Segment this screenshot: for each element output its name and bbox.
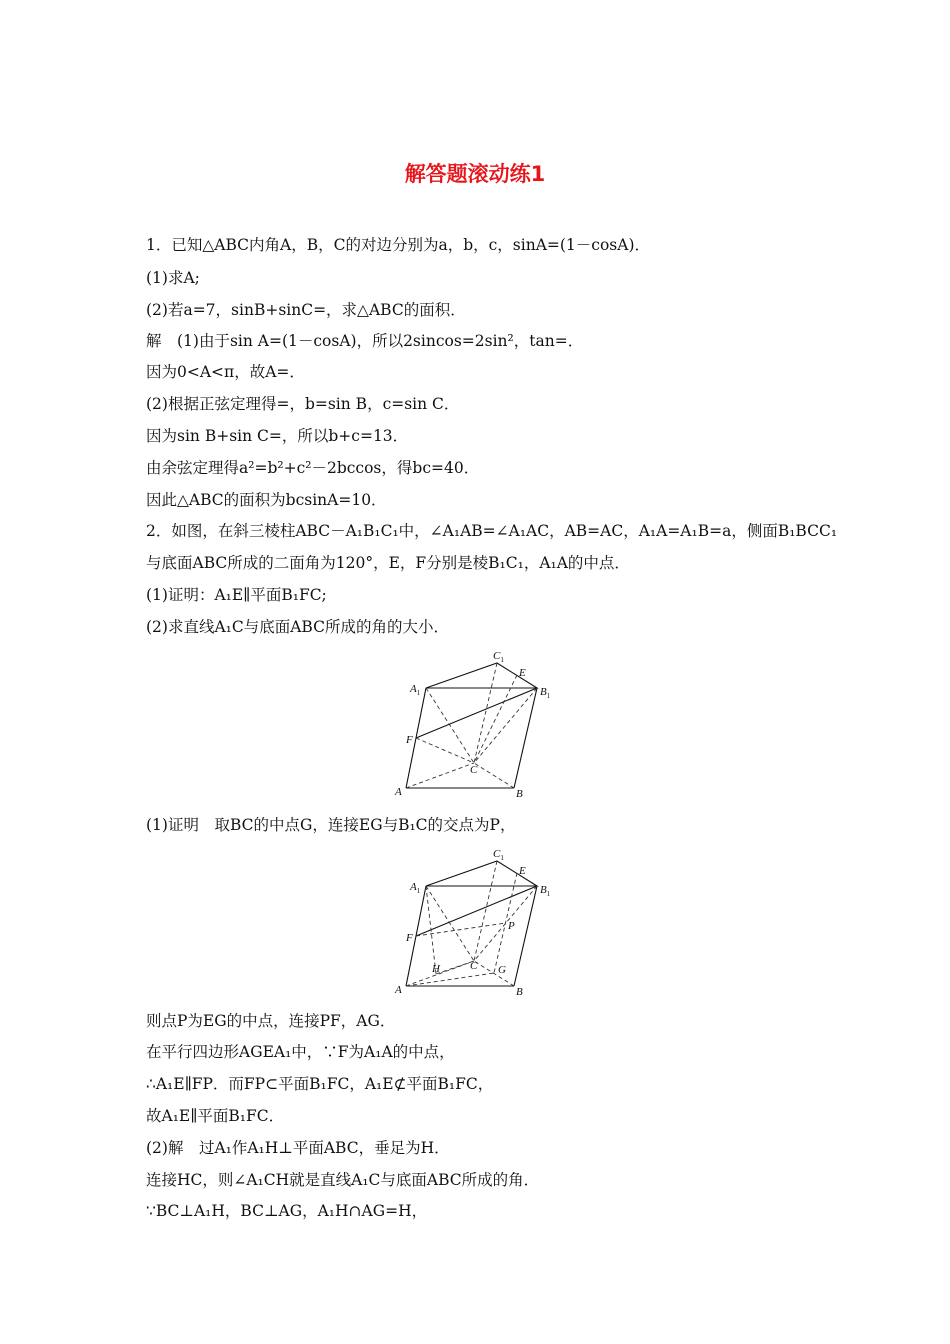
problem2-statement-line1: 2．如图，在斜三棱柱ABC－A₁B₁C₁中，∠A₁AB=∠A₁AC，AB=AC，A₁A=A₁B=a，侧面B₁BCC₁ [146,522,838,540]
solution2-line1: (2)解 过A₁作A₁H⊥平面ABC，垂足为H． [146,1139,450,1157]
solution1-line6: 因此△ABC的面积为bcsinA=10． [146,491,387,509]
proof1-line2: 则点P为EG的中点，连接PF，AG． [146,1012,396,1030]
solution1-line4: 因为sin B+sin C=，所以b+c=13． [146,427,409,445]
proof1-line1: (1)证明 取BC的中点G，连接EG与B₁C的交点为P， [146,816,516,834]
solution2-line2: 连接HC，则∠A₁CH就是直线A₁C与底面ABC所成的角． [146,1171,540,1189]
label2-b: B [516,986,523,998]
solution1-line5: 由余弦定理得a²=b²+c²－2bccos，得bc=40． [146,459,480,477]
label2-e: E [519,865,526,877]
label2-a: A [395,984,402,996]
solution1-line1: 解 (1)由于sin A=(1－cosA)，所以2sincos=2sin²，tan=． [146,332,584,350]
label2-a1: $A_1$ [410,881,421,895]
label2-h: H [432,963,440,975]
problem1-part2: (2)若a=7，sinB+sinC=，求△ABC的面积． [146,301,466,319]
prism-figure-1 [390,645,560,805]
label-a1: $A_1$ [410,683,421,697]
proof1-line5: 故A₁E∥平面B₁FC． [146,1107,285,1125]
label-e: E [519,667,526,679]
label-f: F [406,734,413,746]
label-a: A [395,786,402,798]
label2-g: G [498,964,506,976]
label2-f: F [406,932,413,944]
label2-c: C [470,960,478,972]
solution2-line3: ∵BC⊥A₁H，BC⊥AG，A₁H∩AG=H， [146,1202,428,1220]
problem1-statement: 1．已知△ABC内角A，B，C的对边分别为a，b，c，sinA=(1－cosA)． [146,236,650,254]
prism-figure-2 [390,843,560,1003]
label-b1: $B_1$ [540,686,551,700]
label-b: B [516,788,523,800]
proof1-line3: 在平行四边形AGEA₁中，∵F为A₁A的中点， [146,1043,455,1061]
solution1-line2: 因为0<A<π，故A=． [146,363,305,381]
problem2-part2: (2)求直线A₁C与底面ABC所成的角的大小． [146,618,449,636]
label-c1: $C_1$ [493,650,504,664]
label-c: C [470,764,478,776]
proof1-line4: ∴A₁E∥FP．而FP⊂平面B₁FC，A₁E⊄平面B₁FC， [146,1075,494,1093]
label2-c1: $C_1$ [493,848,504,862]
problem2-statement-line2: 与底面ABC所成的二面角为120°，E，F分别是棱B₁C₁，A₁A的中点． [146,554,630,572]
problem1-part1: (1)求A; [146,269,200,287]
solution1-line3: (2)根据正弦定理得=，b=sin B，c=sin C． [146,395,460,413]
page-title: 解答题滚动练1 [404,162,546,186]
problem2-part1: (1)证明：A₁E∥平面B₁FC; [146,586,327,604]
label2-b1: $B_1$ [540,884,551,898]
label2-p: P [508,920,515,932]
